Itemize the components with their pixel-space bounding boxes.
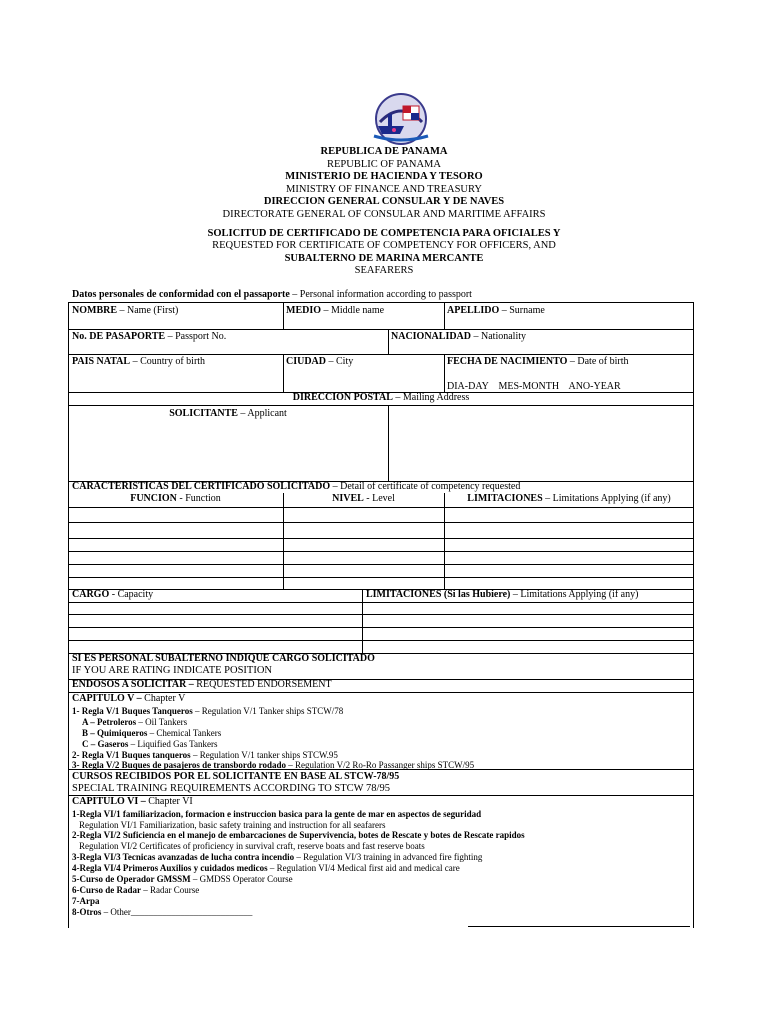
header-line-3: MINISTERIO DE HACIENDA Y TESORO <box>285 171 483 183</box>
header-line-10: SEAFARERS <box>354 265 414 277</box>
chapter-vi-item-7[interactable]: 7-Arpa <box>72 896 100 906</box>
document-header <box>0 146 768 278</box>
panama-maritime-seal-logo <box>364 92 438 146</box>
field-surname[interactable]: APELLIDO – Surname <box>447 305 545 316</box>
chapter-vi-item-2[interactable]: 2-Regla VI/2 Suficiencia en el manejo de embarcaciones de Supervivencia, botes de Rescate y botes de Rescate rapidos <box>72 830 525 840</box>
chapter-vi-item-3[interactable]: 3-Regla VI/3 Tecnicas avanzadas de lucha contra incendio – Regulation VI/3 training in advanced fire fighting <box>72 852 483 862</box>
field-date-of-birth[interactable]: FECHA DE NACIMIENTO – Date of birth <box>447 356 629 367</box>
chapter-vi-item-6[interactable]: 6-Curso de Radar – Radar Course <box>72 885 200 895</box>
chapter-vi-item-1-sub: Regulation VI/1 Familiarization, basic safety training and instruction for all seafarers <box>79 820 386 830</box>
chapter-vi-item-2-sub: Regulation VI/2 Certificates of proficiency in survival craft, reserve boats and fast reserve boats <box>79 841 425 851</box>
chapter-vi-item-1[interactable]: 1-Regla VI/1 familiarizacion, formacion e instruccion basica para la gente de mar en aspectos de seguridad <box>72 809 482 819</box>
header-line-7: SOLICITUD DE CERTIFICADO DE COMPETENCIA PARA OFICIALES Y <box>207 227 561 239</box>
header-line-1: REPUBLICA DE PANAMA <box>320 146 448 157</box>
field-city[interactable]: CIUDAD – City <box>286 356 354 367</box>
chapter-v-item-oil-tankers[interactable]: A – Petroleros – Oil Tankers <box>82 717 188 727</box>
header-line-6: DIRECTORATE GENERAL OF CONSULAR AND MARITIME AFFAIRS <box>222 208 546 220</box>
signature-line[interactable] <box>468 926 690 927</box>
certificate-details-heading: CARACTERISTICAS DEL CERTIFICADO SOLICITADO – Detail of certificate of competency requested <box>72 481 521 492</box>
field-middle-name[interactable]: MEDIO – Middle name <box>286 305 385 316</box>
header-line-2: REPUBLIC OF PANAMA <box>327 158 441 170</box>
col-capacity-limitations: LIMITACIONES (Si las Hubiere) – Limitations Applying (if any) <box>366 589 639 600</box>
col-level: NIVEL - Level <box>332 493 395 504</box>
chapter-v-item-2[interactable]: 2- Regla V/1 Buques tanqueros – Regulation V/1 tanker ships STCW.95 <box>72 750 338 760</box>
field-country-of-birth[interactable]: PAIS NATAL – Country of birth <box>72 356 206 367</box>
field-nationality[interactable]: NACIONALIDAD – Nationality <box>391 331 527 342</box>
header-line-9: SUBALTERNO DE MARINA MERCANTE <box>284 252 484 264</box>
col-capacity: CARGO - Capacity <box>72 589 154 600</box>
intro-note: Datos personales de conformidad con el passaporte – Personal information according to passport <box>72 289 472 300</box>
date-format-hint: DIA-DAY MES-MONTH ANO-YEAR <box>447 381 621 392</box>
endorsement-heading: ENDOSOS A SOLICITAR – REQUESTED ENDORSEMENT <box>72 679 332 690</box>
chapter-v-title: CAPITULO V – Chapter V <box>72 693 186 704</box>
header-line-5: DIRECCION GENERAL CONSULAR Y DE NAVES <box>263 196 505 208</box>
courses-subheading: SPECIAL TRAINING REQUIREMENTS ACCORDING TO STCW 78/95 <box>72 783 390 794</box>
col-limitations: LIMITACIONES – Limitations Applying (if any) <box>467 493 671 504</box>
chapter-v-item-gas-tankers[interactable]: C – Gaseros – Liquified Gas Tankers <box>82 739 218 749</box>
courses-heading: CURSOS RECIBIDOS POR EL SOLICITANTE EN BASE AL STCW-78/95 <box>72 771 400 782</box>
chapter-vi-item-8[interactable]: 8-Otros – Other___________________________ <box>72 907 253 917</box>
chapter-v-item-chemical-tankers[interactable]: B – Quimiqueros – Chemical Tankers <box>82 728 222 738</box>
field-applicant-address[interactable]: SOLICITANTE – Applicant <box>169 408 287 419</box>
header-line-8: REQUESTED FOR CERTIFICATE OF COMPETENCY FOR OFFICERS, AND <box>212 240 556 252</box>
field-first-name[interactable]: NOMBRE – Name (First) <box>72 305 179 316</box>
chapter-vi-item-5[interactable]: 5-Curso de Operador GMSSM – GMDSS Operator Course <box>72 874 293 884</box>
chapter-v-item-3[interactable]: 3- Regla V/2 Buques de pasajeros de transbordo rodado – Regulation V/2 Ro-Ro Passanger ships STCW/95 <box>72 760 475 770</box>
rating-subheading: IF YOU ARE RATING INDICATE POSITION <box>72 665 272 676</box>
rating-heading: SI ES PERSONAL SUBALTERNO INDIQUE CARGO SOLICITADO <box>72 653 375 664</box>
header-line-4: MINISTRY OF FINANCE AND TREASURY <box>285 183 483 195</box>
mailing-address-heading: DIRECCION POSTAL – Mailing Address <box>292 392 470 403</box>
chapter-vi-title: CAPITULO VI – Chapter VI <box>72 796 193 807</box>
chapter-vi-item-4[interactable]: 4-Regla VI/4 Primeros Auxilios y cuidados medicos – Regulation VI/4 Medical first aid and medical care <box>72 863 460 873</box>
col-function: FUNCION - Function <box>130 493 221 504</box>
field-passport-no[interactable]: No. DE PASAPORTE – Passport No. <box>72 331 227 342</box>
chapter-v-item-1[interactable]: 1- Regla V/1 Buques Tanqueros – Regulation V/1 Tanker ships STCW/78 <box>72 706 344 716</box>
